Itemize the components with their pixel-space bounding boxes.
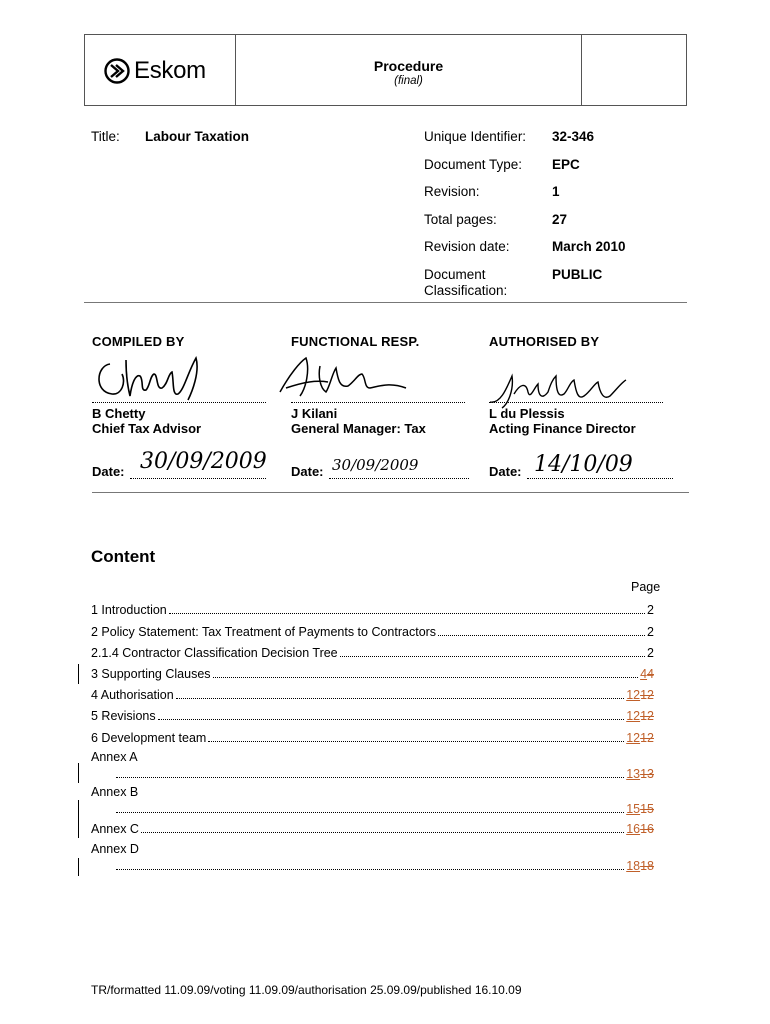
inserted-page: 4: [640, 667, 648, 681]
divider: [92, 492, 689, 493]
meta-label: Document: [424, 267, 486, 282]
inserted-page: 16: [626, 822, 641, 836]
handwritten-date-compiled: 30/09/2009: [140, 449, 267, 474]
meta-label: Unique Identifier:: [424, 129, 527, 144]
annex-label: Annex C: [91, 822, 139, 836]
authorised-by-heading: AUTHORISED BY: [489, 334, 600, 349]
logo-cell: [85, 35, 236, 105]
annex-label[interactable]: Annex B: [91, 785, 139, 799]
deleted-page: 18: [640, 859, 654, 873]
meta-value: PUBLIC: [552, 267, 603, 282]
toc-entry[interactable]: [91, 665, 654, 681]
toc-leader: [158, 719, 625, 720]
divider: [84, 302, 687, 303]
signature-line-functional: [291, 402, 465, 403]
doc-kind-cell: [235, 35, 582, 105]
deleted-page: 12: [640, 709, 654, 723]
date-label: Date:: [291, 464, 324, 479]
compiler-name: B Chetty: [92, 406, 146, 421]
meta-value: EPC: [552, 157, 580, 172]
handwritten-date-authorised: 14/10/09: [534, 452, 633, 477]
toc-leader: [208, 741, 624, 742]
footer-history: TR/formatted 11.09.09/voting 11.09.09/authorisation 25.09.09/published 16.10.09: [91, 983, 522, 997]
toc-page: [626, 731, 654, 745]
meta-label: Revision date:: [424, 239, 510, 254]
deleted-page: 4: [647, 667, 654, 681]
signature-authorised: [486, 370, 636, 410]
title-value: Labour Taxation: [145, 129, 250, 144]
doc-status: (final): [394, 75, 423, 87]
toc-page: [626, 822, 654, 836]
date-line-authorised: [527, 478, 673, 479]
change-bar: [78, 858, 79, 876]
authoriser-name: L du Plessis: [489, 406, 565, 421]
logo-text: Eskom: [134, 57, 206, 84]
toc-leader: [116, 777, 624, 778]
annex-entry[interactable]: [91, 820, 654, 836]
toc-leader: [213, 677, 639, 678]
annex-entry[interactable]: [116, 765, 654, 781]
meta-value: 1: [552, 184, 560, 199]
annex-entry[interactable]: [116, 800, 654, 816]
toc-page: 2: [647, 625, 654, 639]
change-bar: [78, 664, 79, 684]
toc-entry[interactable]: [91, 601, 654, 617]
toc-leader: [116, 812, 624, 813]
change-bar: [78, 800, 79, 838]
eskom-logo: [104, 57, 206, 85]
meta-value: 27: [552, 212, 568, 227]
toc-entry[interactable]: [91, 644, 654, 660]
inserted-page: 13: [626, 767, 641, 781]
toc-entry-text: 5 Revisions: [91, 709, 156, 723]
toc-leader: [169, 613, 645, 614]
meta-value: March 2010: [552, 239, 626, 254]
toc-entry[interactable]: [91, 707, 654, 723]
deleted-page: 13: [640, 767, 654, 781]
toc-leader: [116, 869, 624, 870]
date-label: Date:: [489, 464, 522, 479]
toc-page: [626, 688, 654, 702]
inserted-page: 12: [626, 731, 641, 745]
date-label: Date:: [92, 464, 125, 479]
date-line-compiled: [130, 478, 266, 479]
deleted-page: 12: [640, 731, 654, 745]
toc-entry-text: 1 Introduction: [91, 603, 167, 617]
deleted-page: 16: [640, 822, 654, 836]
toc-entry[interactable]: [91, 729, 654, 745]
signature-functional: [270, 352, 420, 402]
toc-entry-text: 6 Development team: [91, 731, 207, 745]
annex-entry[interactable]: [116, 857, 654, 873]
inserted-page: 12: [626, 688, 641, 702]
signature-compiled: [92, 352, 212, 402]
deleted-page: 15: [640, 802, 654, 816]
empty-cell: [581, 35, 686, 105]
document-header-table: [84, 34, 687, 106]
toc-leader: [340, 656, 645, 657]
toc-entry-text: 4 Authorisation: [91, 688, 174, 702]
page-column-label: Page: [631, 580, 661, 594]
toc-leader: [176, 698, 624, 699]
meta-value: 32-346: [552, 129, 595, 144]
meta-label: Revision:: [424, 184, 480, 199]
functional-title: General Manager: Tax: [291, 421, 426, 436]
toc-page: 2: [647, 646, 654, 660]
compiled-by-heading: COMPILED BY: [92, 334, 185, 349]
toc-leader: [438, 635, 645, 636]
functional-name: J Kilani: [291, 406, 338, 421]
toc-page: [626, 802, 654, 816]
signature-line-authorised: [489, 402, 663, 403]
compiler-title: Chief Tax Advisor: [92, 421, 202, 436]
signature-line-compiled: [92, 402, 266, 403]
contents-heading: Content: [91, 547, 156, 566]
inserted-page: 18: [626, 859, 641, 873]
eskom-logo-icon: [104, 58, 130, 84]
toc-page: [626, 767, 654, 781]
meta-label-line2: Classification:: [424, 283, 508, 298]
toc-leader: [141, 832, 624, 833]
meta-label: Document Type:: [424, 157, 523, 172]
title-label: Title:: [91, 129, 120, 144]
date-line-functional: [329, 478, 469, 479]
deleted-page: 12: [640, 688, 654, 702]
toc-page: [626, 709, 654, 723]
handwritten-date-functional: 30/09/2009: [332, 456, 419, 474]
toc-entry-text: 3 Supporting Clauses: [91, 667, 211, 681]
toc-entry[interactable]: [91, 623, 654, 639]
change-bar: [78, 763, 79, 783]
toc-page: 2: [647, 603, 654, 617]
toc-page: [626, 859, 654, 873]
doc-kind: Procedure: [373, 58, 444, 74]
meta-label: Total pages:: [424, 212, 497, 227]
authoriser-title: Acting Finance Director: [489, 421, 636, 436]
annex-label[interactable]: Annex A: [91, 750, 138, 764]
inserted-page: 12: [626, 709, 641, 723]
toc-entry[interactable]: [91, 686, 654, 702]
toc-entry-text: 2 Policy Statement: Tax Treatment of Payments to Contractors: [91, 625, 437, 639]
inserted-page: 15: [626, 802, 641, 816]
annex-label[interactable]: Annex D: [91, 842, 139, 856]
functional-resp-heading: FUNCTIONAL RESP.: [291, 334, 420, 349]
toc-entry-text: 2.1.4 Contractor Classification Decision Tree: [91, 646, 338, 660]
toc-page: [640, 667, 654, 681]
